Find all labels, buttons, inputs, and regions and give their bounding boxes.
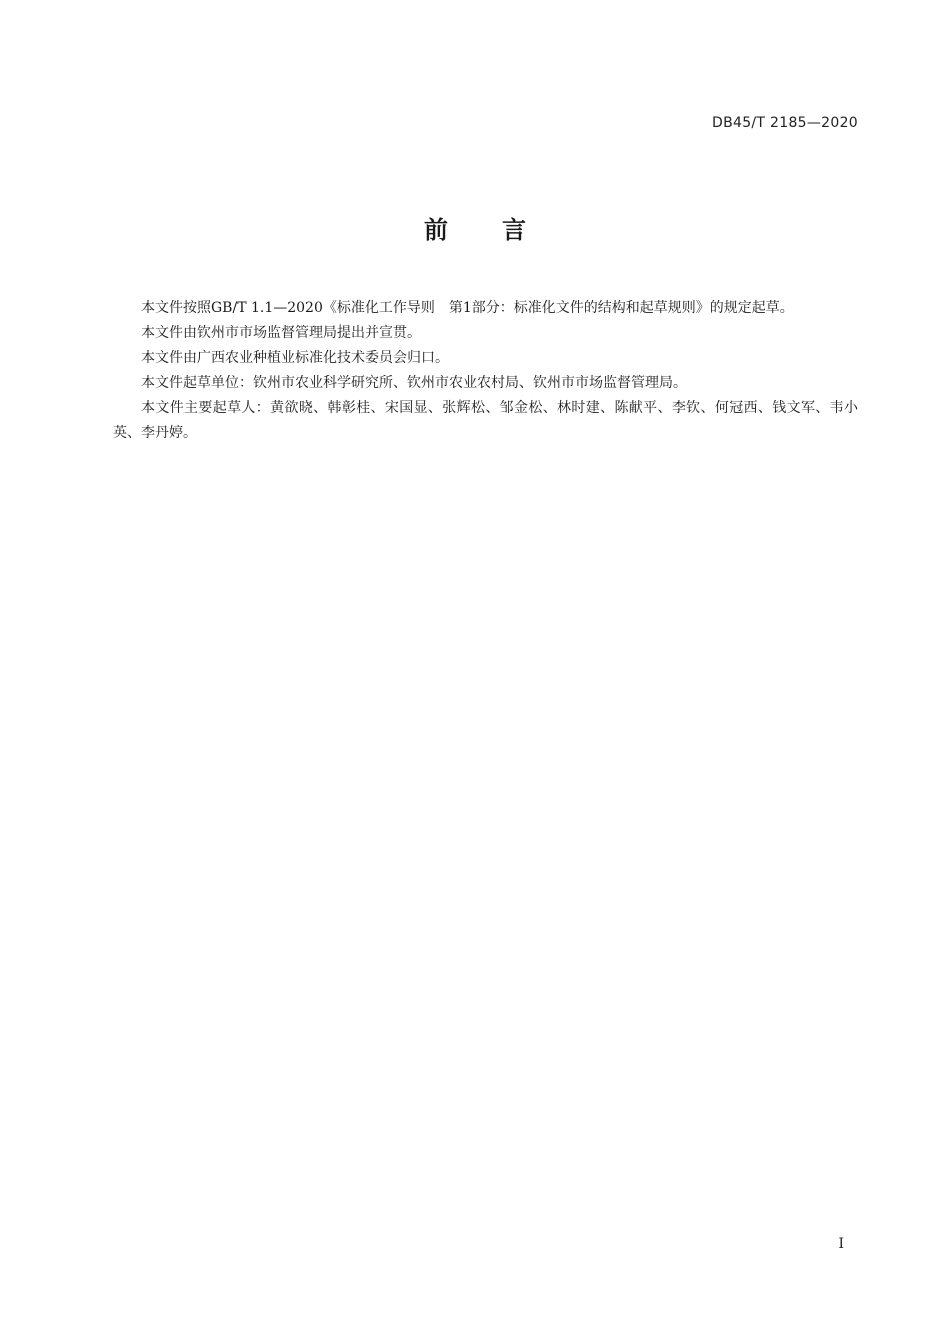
paragraph-drafters: 本文件主要起草人：黄欲晓、韩彰桂、宋国显、张辉松、邹金松、林时建、陈献平、李钦、何冠西、钱文军、韦小英、李丹婷。 bbox=[113, 400, 858, 441]
paragraph-drafting-rules: 本文件按照GB/T 1.1—2020《标准化工作导则 第1部分：标准化文件的结构和起草规则》的规定起草。 bbox=[141, 300, 794, 316]
paragraph-drafting-units: 本文件起草单位：钦州市农业科学研究所、钦州市农业农村局、钦州市市场监督管理局。 bbox=[141, 375, 687, 391]
page-number: I bbox=[838, 1236, 844, 1252]
page-title bbox=[0, 210, 950, 245]
preface-body bbox=[113, 296, 858, 446]
paragraph-proposer: 本文件由钦州市市场监督管理局提出并宣贯。 bbox=[141, 325, 421, 341]
document-code: DB45/T 2185—2020 bbox=[712, 115, 858, 131]
page-title-char-2: 言 bbox=[502, 216, 526, 244]
page-title-char-1: 前 bbox=[424, 216, 448, 244]
paragraph-committee: 本文件由广西农业种植业标准化技术委员会归口。 bbox=[141, 350, 449, 366]
